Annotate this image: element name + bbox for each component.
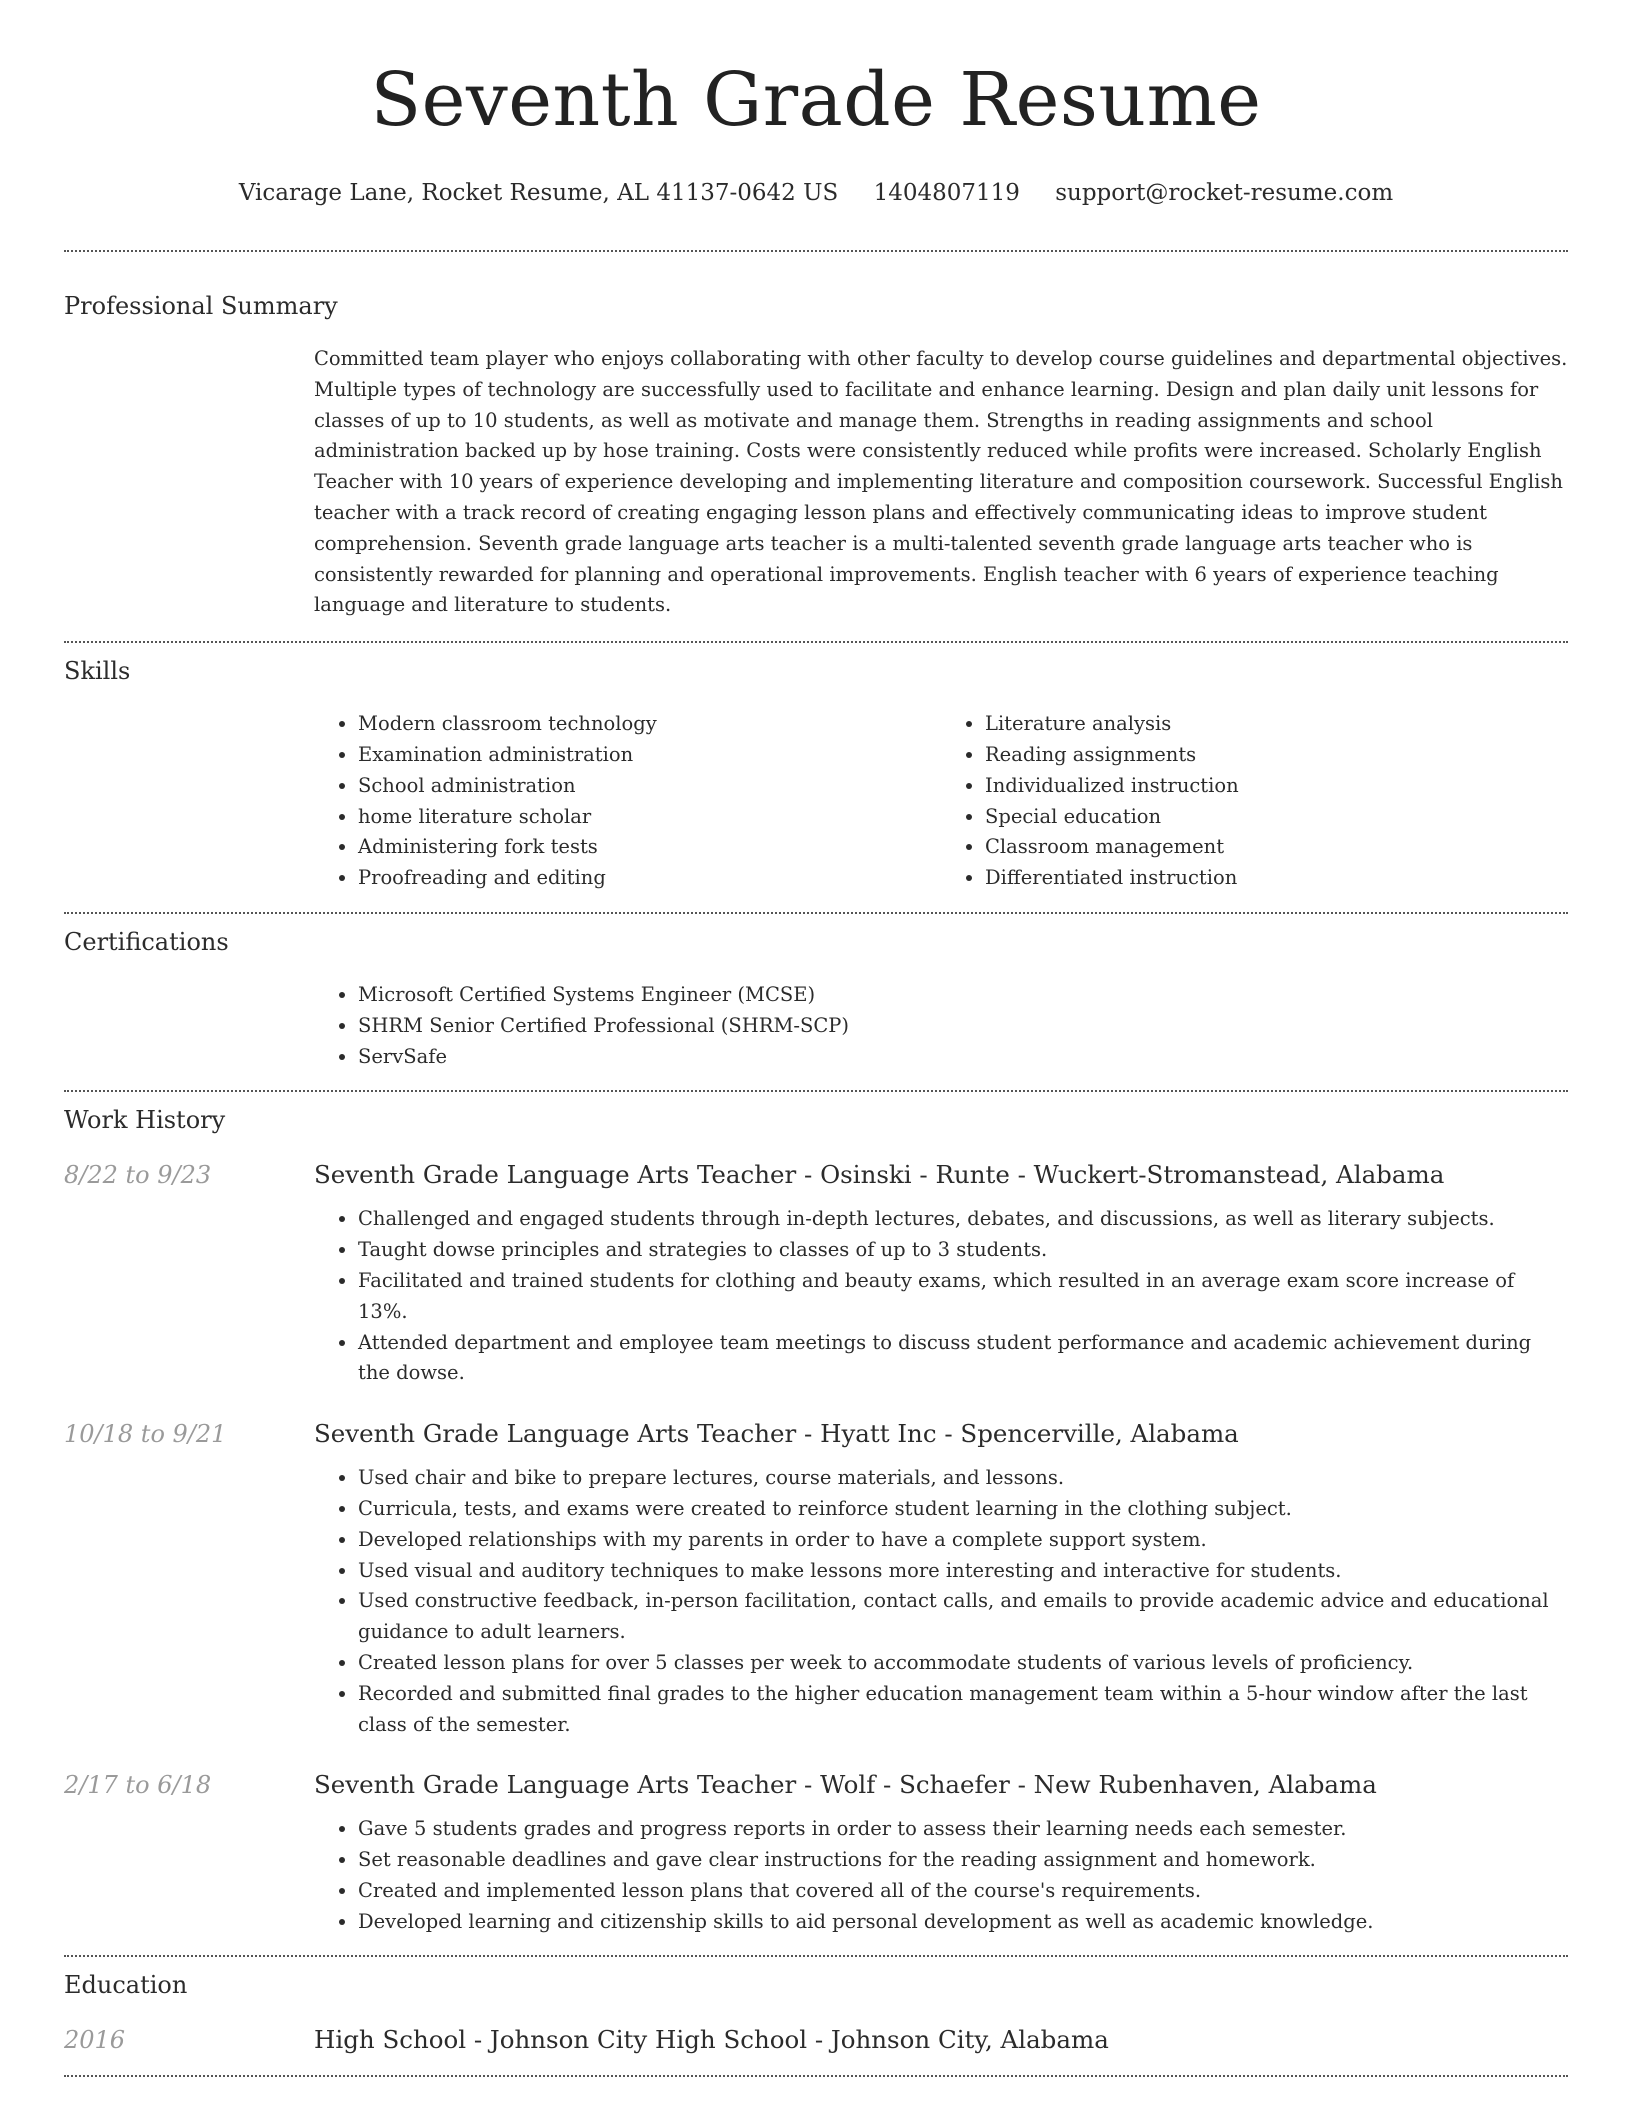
job-dates: 2/17 to 6/18: [64, 1771, 212, 1800]
summary-text: Committed team player who enjoys collaborating with other faculty to develop course guidelines and departmental objectives. Multiple types of technology are successfully used to facilitate and enhance learning. Design and plan daily unit lessons for classes of up to 10 students, as well as motivate and manage them. Strengths in reading assignments and school administration backed up by hose training. Costs were consistently reduced while profits were increased. Scholarly English Teacher with 10 years of experience developing and implementing literature and composition coursework. Successful English teacher with a track record of creating engaging lesson plans and effectively communicating ideas to improve student comprehension. Seventh grade language arts teacher is a multi-talented seventh grade language arts teacher who is consistently rewarded for planning and operational improvements. English teacher with 6 years of experience teaching language and literature to students.: [314, 347, 1568, 617]
skills-list-left: [314, 709, 941, 894]
job-bullet: • Developed relationships with my parents in order to have a complete support system.: [358, 1525, 1568, 1556]
skill-item: • Administering fork tests: [358, 832, 941, 863]
skill-item: • Special education: [985, 802, 1568, 833]
job-bullets: [314, 1814, 1568, 1937]
skill-item: • home literature scholar: [358, 802, 941, 833]
contact-email: support@rocket-resume.com: [1055, 180, 1394, 206]
job-bullet: • Created and implemented lesson plans that covered all of the course's requirements.: [358, 1876, 1568, 1907]
job-bullet: • Attended department and employee team meetings to discuss student performance and academic achievement during the dowse.: [358, 1328, 1568, 1390]
skill-item: • Proofreading and editing: [358, 863, 941, 894]
skill-item: • School administration: [358, 771, 941, 802]
divider: [64, 2075, 1568, 2077]
job-dates: 10/18 to 9/21: [64, 1420, 227, 1449]
section-title-certifications: Certifications: [64, 927, 229, 956]
job-bullet: • Challenged and engaged students through in-depth lectures, debates, and discussions, as well as literary subjects.: [358, 1204, 1568, 1235]
education-heading: High School - Johnson City High School - Johnson City, Alabama: [314, 2025, 1109, 2055]
job-entry: [64, 1158, 1568, 1389]
job-entry: [64, 1768, 1568, 1937]
contact-address: Vicarage Lane, Rocket Resume, AL 41137-0642 US: [238, 180, 839, 206]
education-entry: [64, 2023, 1568, 2057]
skill-item: • Literature analysis: [985, 709, 1568, 740]
skills-section: [64, 643, 1568, 912]
job-bullet: • Used chair and bike to prepare lectures, course materials, and lessons.: [358, 1463, 1568, 1494]
contact-phone: 1404807119: [873, 180, 1020, 206]
skill-item: • Modern classroom technology: [358, 709, 941, 740]
contact-line: [64, 178, 1568, 208]
skill-item: • Reading assignments: [985, 740, 1568, 771]
section-title-summary: Professional Summary: [64, 292, 338, 320]
job-heading: Seventh Grade Language Arts Teacher - Hyatt Inc - Spencerville, Alabama: [314, 1419, 1239, 1449]
job-bullets: [314, 1463, 1568, 1740]
resume-name: Seventh Grade Resume: [370, 57, 1262, 143]
skill-item: • Classroom management: [985, 832, 1568, 863]
certification-item: • Microsoft Certified Systems Engineer (MCSE): [358, 980, 1568, 1011]
job-bullet: • Used constructive feedback, in-person facilitation, contact calls, and emails to provide academic advice and educational guidance to adult learners.: [358, 1586, 1568, 1648]
job-bullet: • Recorded and submitted final grades to the higher education management team within a 5-hour window after the last class of the semester.: [358, 1679, 1568, 1741]
job-bullets: [314, 1204, 1568, 1389]
certifications-list: [314, 980, 1568, 1072]
section-title-skills: Skills: [64, 657, 131, 686]
skill-item: • Individualized instruction: [985, 771, 1568, 802]
section-title-work: Work History: [64, 1106, 226, 1135]
job-entry: [64, 1417, 1568, 1740]
skill-item: • Differentiated instruction: [985, 863, 1568, 894]
summary-section: [64, 252, 1568, 641]
education-year: 2016: [64, 2026, 126, 2055]
job-bullet: • Developed learning and citizenship skills to aid personal development as well as academic knowledge.: [358, 1907, 1568, 1938]
job-bullet: • Used visual and auditory techniques to make lessons more interesting and interactive for students.: [358, 1556, 1568, 1587]
certification-item: • SHRM Senior Certified Professional (SHRM-SCP): [358, 1011, 1568, 1042]
job-bullet: • Created lesson plans for over 5 classes per week to accommodate students of various levels of proficiency.: [358, 1648, 1568, 1679]
job-heading: Seventh Grade Language Arts Teacher - Wolf - Schaefer - New Rubenhaven, Alabama: [314, 1770, 1377, 1800]
skills-list-right: [941, 709, 1568, 894]
job-heading: Seventh Grade Language Arts Teacher - Osinski - Runte - Wuckert-Stromanstead, Alabama: [314, 1160, 1445, 1190]
job-bullet: • Taught dowse principles and strategies to classes of up to 3 students.: [358, 1235, 1568, 1266]
job-bullet: • Facilitated and trained students for clothing and beauty exams, which resulted in an average exam score increase of 13%.: [358, 1266, 1568, 1328]
education-section: [64, 1957, 1568, 2075]
section-title-education: Education: [64, 1971, 188, 2000]
certifications-section: [64, 914, 1568, 1090]
job-bullet: • Curricula, tests, and exams were created to reinforce student learning in the clothing subject.: [358, 1494, 1568, 1525]
skill-item: • Examination administration: [358, 740, 941, 771]
certification-item: • ServSafe: [358, 1042, 1568, 1073]
job-bullet: • Gave 5 students grades and progress reports in order to assess their learning needs each semester.: [358, 1814, 1568, 1845]
work-section: [64, 1092, 1568, 1955]
job-dates: 8/22 to 9/23: [64, 1161, 212, 1190]
job-bullet: • Set reasonable deadlines and gave clear instructions for the reading assignment and homework.: [358, 1845, 1568, 1876]
